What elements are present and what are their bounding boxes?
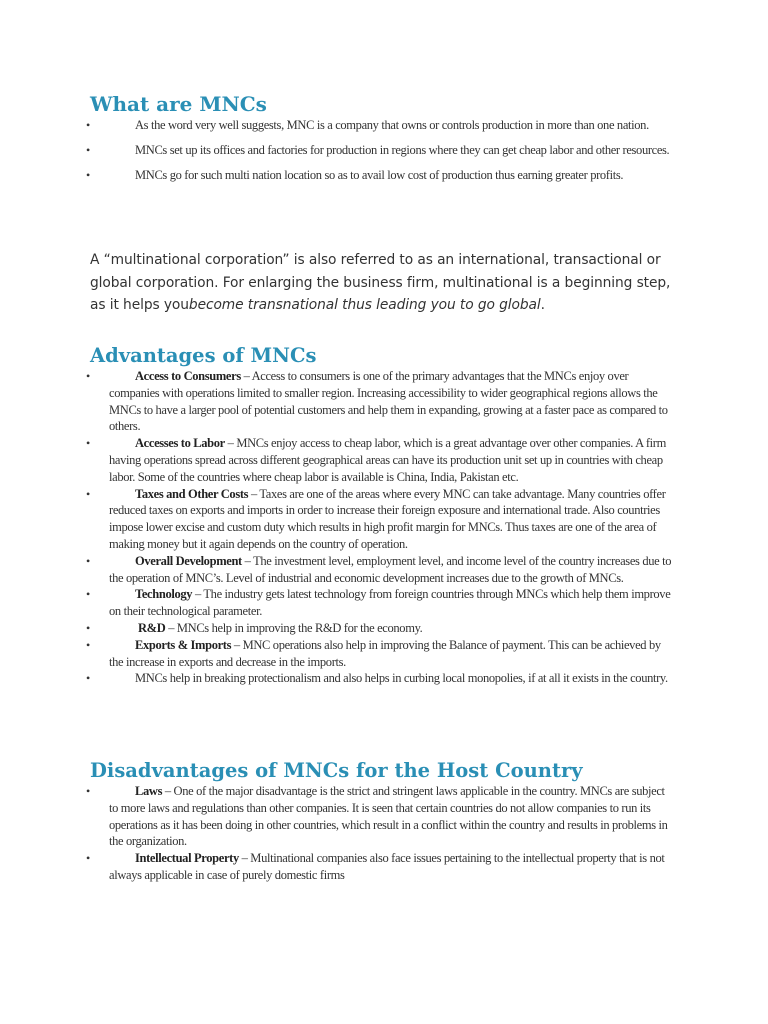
mnc-definition-paragraph: A “multinational corporation” is also referred to as an international, transactional or global corporation. For enlarging the business firm, multinational is a beginning step, as it helps youbecome transnational thus leading you to go global. [90,252,671,313]
advantages-list [0,368,768,687]
list-item: • Access to Consumers – Access to consumers is one of the primary advantages that the MNCs enjoy over companies with operations limited to smaller region. Increasing accessibility to wider geographical regions allows the MNCs to have a larger pool of potential customers and help them in expanding, growing at a faster pace as compared to others. [86,369,668,434]
list-item: • MNCs help in breaking protectionalism and also helps in curbing local monopolies, if at all it exists in the country. [86,671,668,686]
list-item: • Technology – The industry gets latest technology from foreign countries through MNCs which help them improve on their technological parameter. [86,587,671,619]
bullet-icon: • [86,369,90,383]
list-item: • Accesses to Labor – MNCs enjoy access to cheap labor, which is a great advantage over other companies. A firm having operations spread across different geographical areas can have its production unit set up in countries with cheap labor. Some of the countries where cheap labor is available is China, India, Pakistan etc. [86,436,666,484]
disadvantages-list [0,783,768,884]
list-item: • Laws – One of the major disadvantage is the strict and stringent laws applicable in the country. MNCs are subject to more laws and regulations than other companies. It is seen that certain countries do not allow companies to run its operations as it has been doing in other countries, which result in a conflict within the country and results in problems in the organization. [86,784,668,849]
list-item: • Intellectual Property – Multinational companies also face issues pertaining to the intellectual property that is not always applicable in case of purely domestic firms [86,851,665,882]
list-item: • MNCs go for such multi nation location so as to avail low cost of production thus earning greater profits. [86,167,624,182]
list-item: • Exports & Imports – MNC operations also help in improving the Balance of payment. This can be achieved by the increase in exports and decrease in the imports. [86,637,661,669]
bullet-icon: • [86,671,90,686]
bullet-icon: • [86,436,90,451]
list-item: • Overall Development – The investment level, employment level, and income level of the country increases due to the operation of MNC’s. Level of industrial and economic development increases due to the growth of MNCs. [86,553,672,585]
bullet-icon: • [86,620,90,635]
bullet-icon: • [86,167,90,182]
list-item: • MNCs set up its offices and factories for production in regions where they can get cheap labor and other resources. [86,142,670,157]
bullet-icon: • [86,142,90,157]
bullet-icon: • [86,637,90,652]
bullet-icon: • [86,553,90,568]
bullet-icon: • [86,118,90,132]
what-are-mncs-list [0,117,768,192]
bullet-icon: • [86,851,90,866]
list-item: • Taxes and Other Costs – Taxes are one of the areas where every MNC can take advantage. Many countries offer reduced taxes on exports and imports in order to increase their foreign exposure and international trade. Also countries impose lower excise and custom duty which results in high profit margin for MNCs. Thus taxes are one of the area of making money but it again depends on the country of operation. [86,486,666,551]
heading-disadvantages: Disadvantages of MNCs for the Host Country [90,759,583,782]
heading-what-are-mncs: What are MNCs [90,92,267,116]
heading-advantages: Advantages of MNCs [90,344,317,367]
bullet-icon: • [86,486,90,501]
list-item: • As the word very well suggests, MNC is a company that owns or controls production in more than one nation. [86,118,649,132]
list-item: • R&D – MNCs help in improving the R&D for the economy. [86,620,423,635]
bullet-icon: • [86,587,90,602]
bullet-icon: • [86,784,90,798]
